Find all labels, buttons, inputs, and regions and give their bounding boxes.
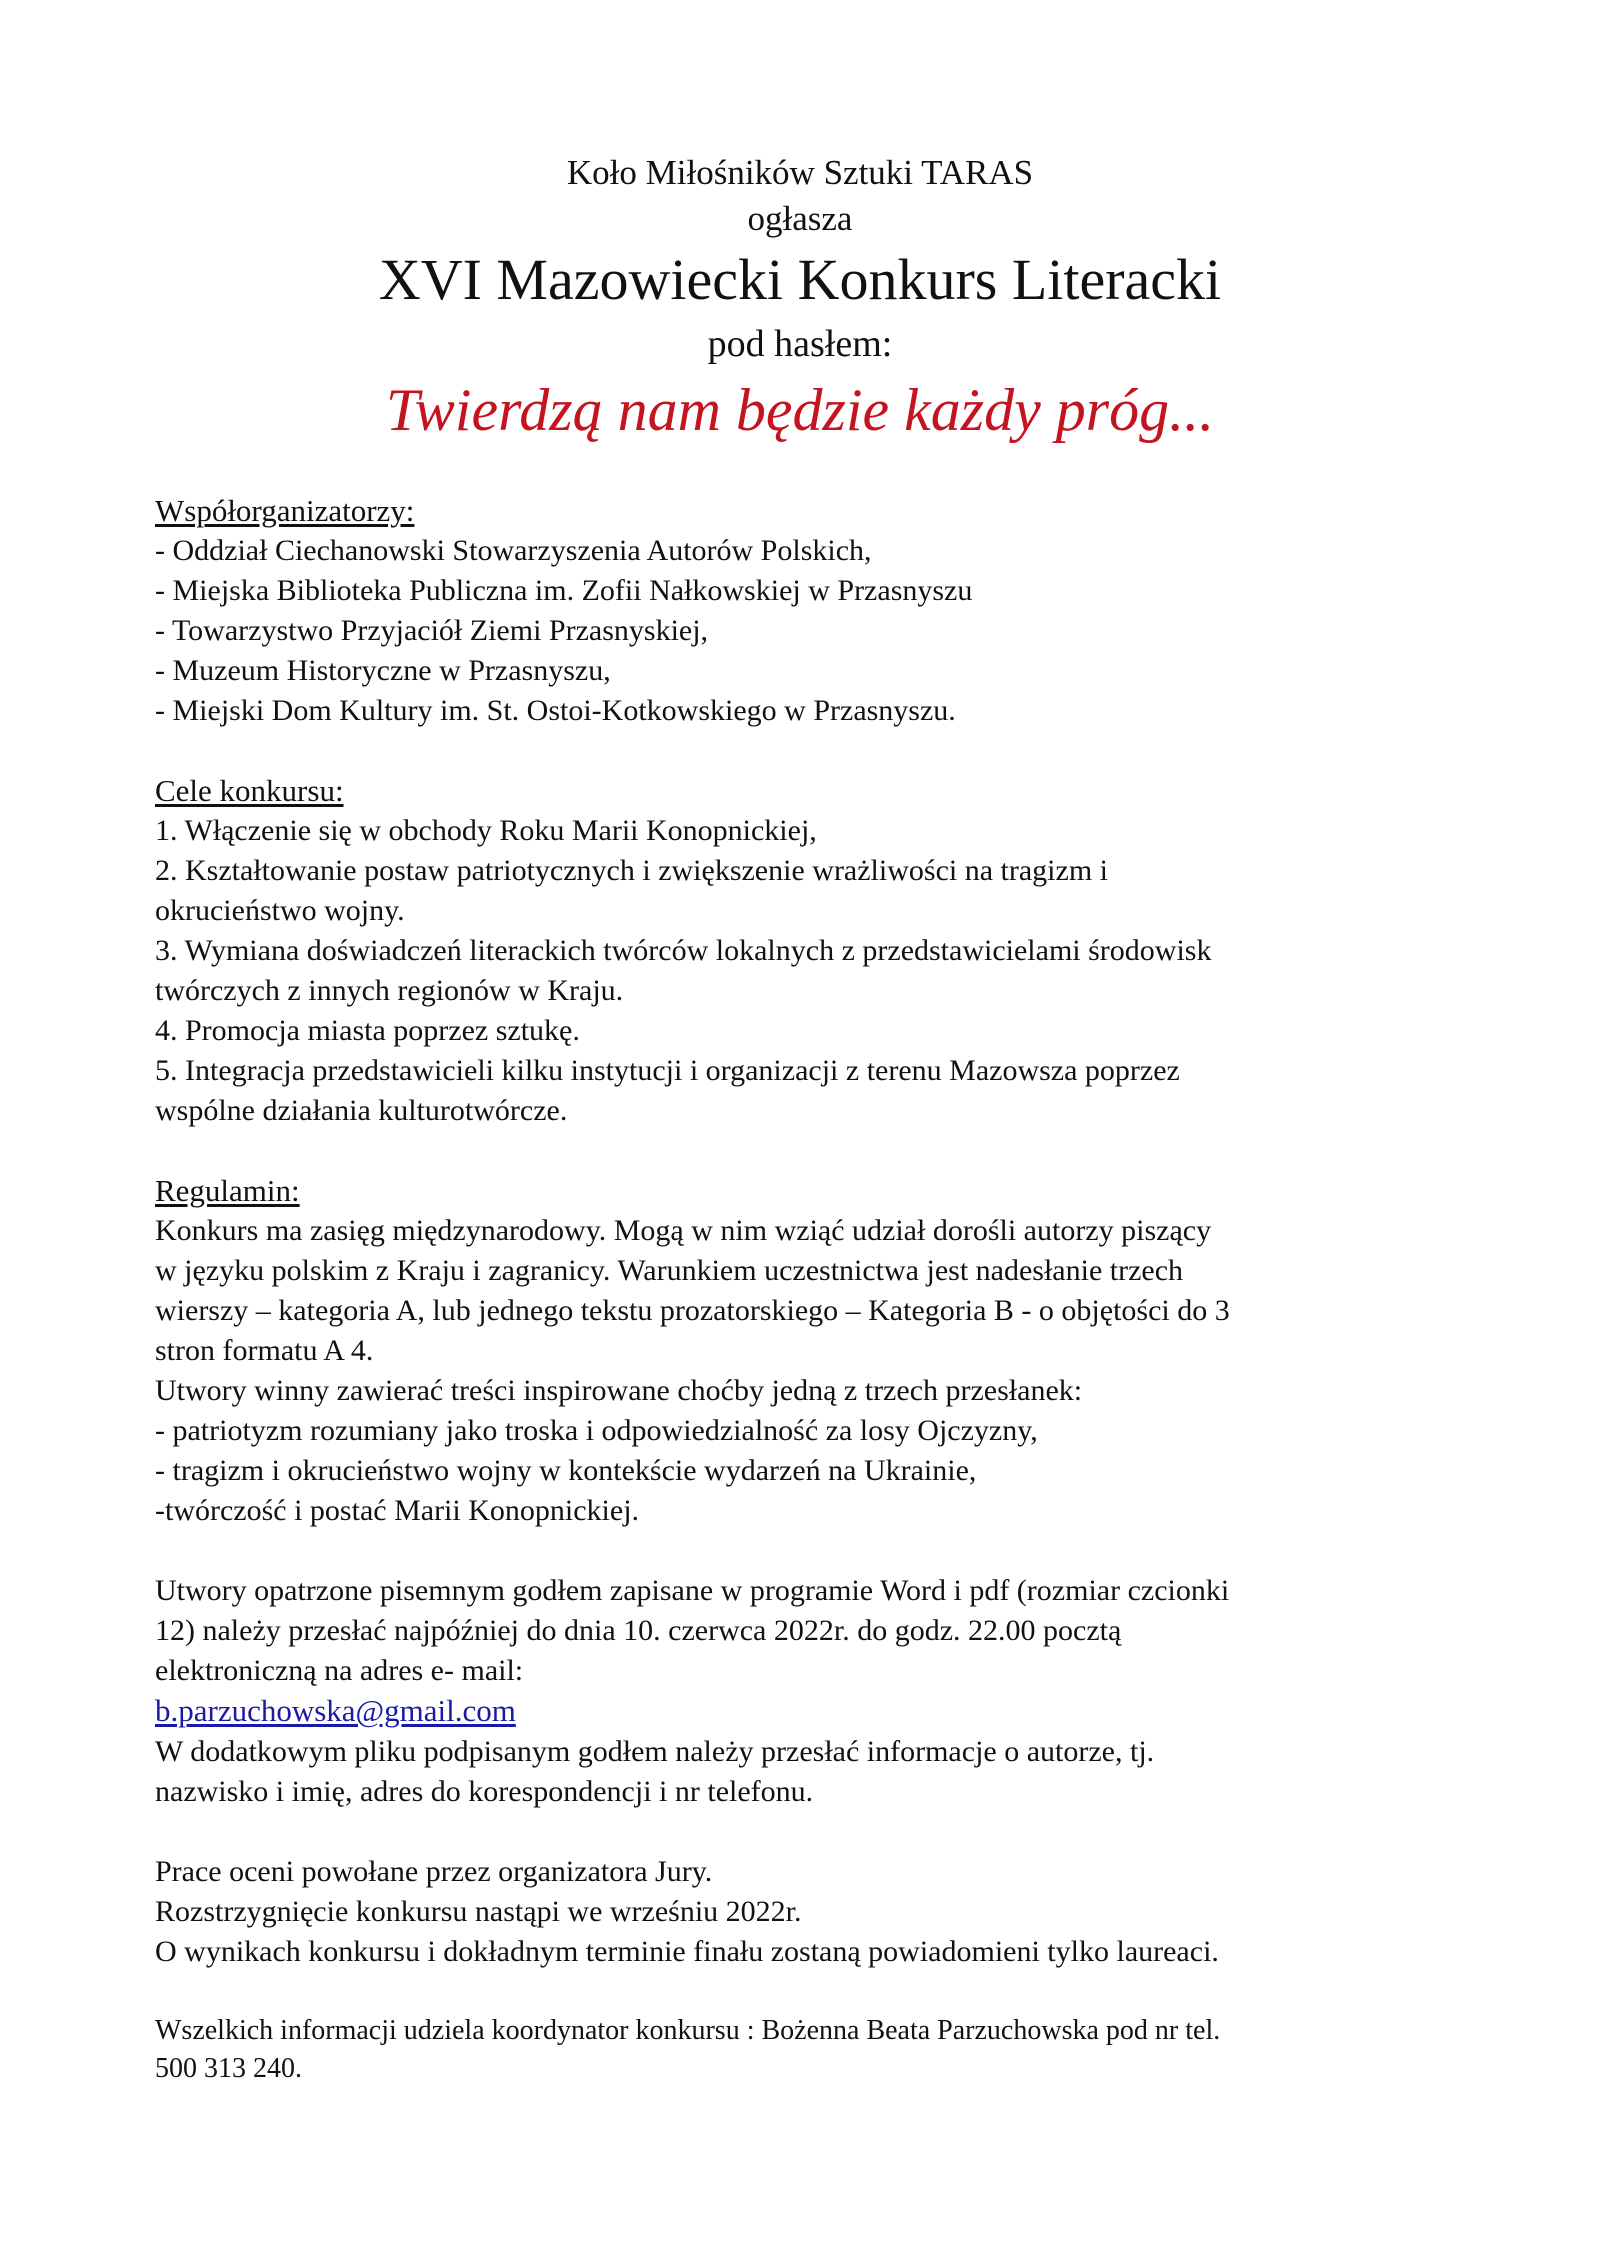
- goal-line: 1. Włączenie się w obchody Roku Marii Konopnickiej,: [155, 814, 817, 847]
- rules-line: -twórczość i postać Marii Konopnickiej.: [155, 1494, 640, 1527]
- announcement-body: [155, 491, 1455, 2088]
- coorganizer-item: - Miejski Dom Kultury im. St. Ostoi-Kotkowskiego w Przasnyszu.: [155, 694, 956, 727]
- section-spacer: [155, 1131, 1455, 1171]
- contact-line: Wszelkich informacji udziela koordynator konkursu : Bożenna Beata Parzuchowska pod nr tel.: [155, 2015, 1221, 2046]
- contest-title: XVI Mazowiecki Konkurs Literacki: [378, 247, 1222, 312]
- motto-label: pod hasłem:: [707, 323, 893, 365]
- coorganizers-section: [155, 491, 1455, 731]
- goal-line: twórczych z innych regionów w Kraju.: [155, 974, 624, 1007]
- organizer-name: Koło Miłośników Sztuki TARAS: [566, 153, 1034, 192]
- submission-line: W dodatkowym pliku podpisanym godłem należy przesłać informacje o autorze, tj.: [155, 1735, 1155, 1768]
- section-spacer: [155, 1972, 1455, 2012]
- results-section: [155, 1852, 1455, 1972]
- contact-email-link[interactable]: b.parzuchowska@gmail.com: [155, 1693, 516, 1728]
- results-line: Rozstrzygnięcie konkursu nastąpi we wrześniu 2022r.: [155, 1895, 802, 1928]
- goals-section: [155, 771, 1455, 1131]
- submission-section: [155, 1571, 1455, 1812]
- coorganizers-heading: Współorganizatorzy:: [155, 493, 415, 528]
- goal-line: okrucieństwo wojny.: [155, 894, 405, 927]
- rules-line: stron formatu A 4.: [155, 1334, 374, 1367]
- goal-line: wspólne działania kulturotwórcze.: [155, 1094, 568, 1127]
- contact-section: [155, 2012, 1455, 2088]
- section-spacer: [155, 1531, 1455, 1571]
- submission-line: Utwory opatrzone pisemnym godłem zapisane w programie Word i pdf (rozmiar czcionki: [155, 1574, 1230, 1607]
- section-spacer: [155, 731, 1455, 771]
- goal-line: 4. Promocja miasta poprzez sztukę.: [155, 1014, 580, 1047]
- coorganizer-item: - Muzeum Historyczne w Przasnyszu,: [155, 654, 611, 687]
- submission-line: nazwisko i imię, adres do korespondencji i nr telefonu.: [155, 1775, 814, 1808]
- rules-section: [155, 1171, 1455, 1531]
- goal-line: 5. Integracja przedstawicieli kilku instytucji i organizacji z terenu Mazowsza poprzez: [155, 1054, 1180, 1087]
- rules-line: wierszy – kategoria A, lub jednego tekstu prozatorskiego – Kategoria B - o objętości do 3: [155, 1294, 1230, 1327]
- contact-phone: 500 313 240.: [155, 2053, 302, 2084]
- submission-line: elektroniczną na adres e- mail:: [155, 1654, 524, 1687]
- contest-motto: Twierdzą nam będzie każdy próg...: [385, 377, 1215, 443]
- rules-line: Konkurs ma zasięg międzynarodowy. Mogą w nim wziąć udział dorośli autorzy piszący: [155, 1214, 1212, 1247]
- rules-line: - tragizm i okrucieństwo wojny w kontekście wydarzeń na Ukrainie,: [155, 1454, 977, 1487]
- coorganizer-item: - Oddział Ciechanowski Stowarzyszenia Autorów Polskich,: [155, 534, 872, 567]
- rules-line: Utwory winny zawierać treści inspirowane choćby jedną z trzech przesłanek:: [155, 1374, 1083, 1407]
- results-line: Prace oceni powołane przez organizatora Jury.: [155, 1855, 713, 1888]
- results-line: O wynikach konkursu i dokładnym terminie finału zostaną powiadomieni tylko laureaci.: [155, 1935, 1219, 1968]
- section-spacer: [155, 1812, 1455, 1852]
- rules-line: w języku polskim z Kraju i zagranicy. Warunkiem uczestnictwa jest nadesłanie trzech: [155, 1254, 1184, 1287]
- announces-text: ogłasza: [747, 199, 853, 238]
- goals-heading: Cele konkursu:: [155, 773, 344, 808]
- goal-line: 3. Wymiana doświadczeń literackich twórców lokalnych z przedstawicielami środowisk: [155, 934, 1212, 967]
- announcement-header: [0, 150, 1600, 450]
- coorganizer-item: - Towarzystwo Przyjaciół Ziemi Przasnyskiej,: [155, 614, 709, 647]
- rules-heading: Regulamin:: [155, 1173, 300, 1208]
- submission-line: 12) należy przesłać najpóźniej do dnia 10. czerwca 2022r. do godz. 22.00 pocztą: [155, 1614, 1122, 1647]
- rules-line: - patriotyzm rozumiany jako troska i odpowiedzialność za losy Ojczyzny,: [155, 1414, 1038, 1447]
- coorganizer-item: - Miejska Biblioteka Publiczna im. Zofii Nałkowskiej w Przasnyszu: [155, 574, 973, 607]
- goal-line: 2. Kształtowanie postaw patriotycznych i zwiększenie wrażliwości na tragizm i: [155, 854, 1108, 887]
